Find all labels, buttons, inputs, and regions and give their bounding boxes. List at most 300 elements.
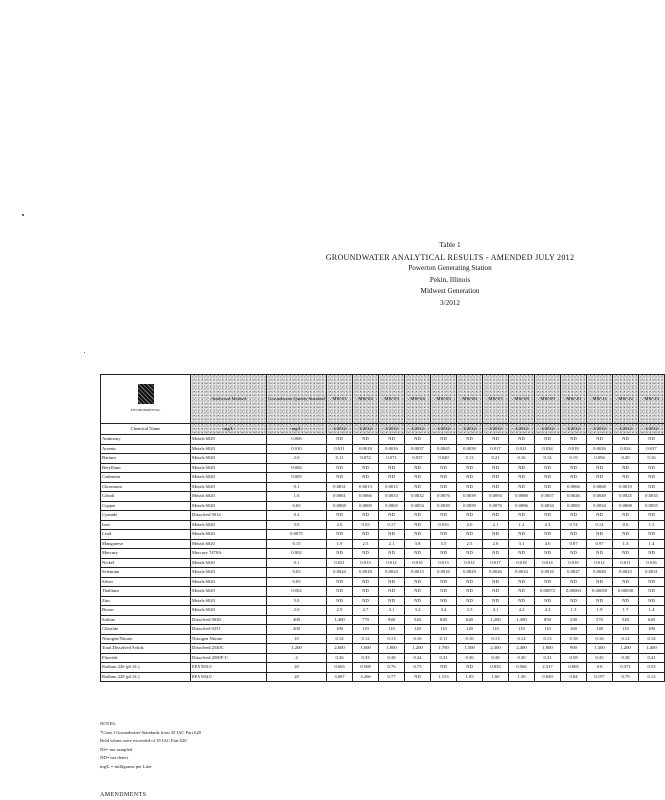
result-cell: ND	[457, 577, 483, 587]
result-cell: ND	[431, 473, 457, 483]
result-cell: ND	[639, 463, 665, 473]
sample-date-cell: 3/2012	[405, 424, 431, 435]
result-cell: ND	[379, 587, 405, 597]
parameter-name: Radium 226 (pCi/L)	[101, 663, 191, 673]
result-cell: 0.0016	[431, 568, 457, 578]
result-cell: 230	[561, 615, 587, 625]
result-cell: ND	[483, 587, 509, 597]
result-cell: ND	[457, 463, 483, 473]
method-cell: Metals 6020	[191, 558, 267, 568]
logo-cell	[101, 375, 191, 424]
result-cell: 110	[379, 625, 405, 635]
result-cell: ND	[483, 482, 509, 492]
result-cell: 0.0068	[613, 501, 639, 511]
result-cell: ND	[327, 463, 353, 473]
parameter-name: Total Dissolved Solids	[101, 644, 191, 654]
standard-cell: 0.1	[267, 482, 327, 492]
result-cell: 0.037	[405, 454, 431, 464]
table-row	[101, 482, 665, 492]
result-cell: 0.0034	[535, 501, 561, 511]
result-cell: ND	[353, 473, 379, 483]
method-cell: Metals 6020	[191, 435, 267, 445]
method-cell: Metals 6020	[191, 492, 267, 502]
note-line: NOTES:	[100, 721, 117, 726]
result-cell: 0.665	[327, 663, 353, 673]
result-cell: ND	[353, 549, 379, 559]
result-cell: 0.0086	[509, 501, 535, 511]
sample-date-cell: 3/2012	[379, 424, 405, 435]
result-cell: ND	[613, 577, 639, 587]
result-cell: 4.2	[509, 606, 535, 616]
table-row	[101, 558, 665, 568]
method-cell: Dissolved 4500F-C	[191, 653, 267, 663]
result-cell: 0.33	[353, 653, 379, 663]
result-cell: 3.2	[405, 606, 431, 616]
sample-date-row	[101, 424, 665, 435]
result-cell: 0.011	[613, 558, 639, 568]
result-cell: 0.049	[431, 454, 457, 464]
note-line: ND= not detect	[100, 755, 129, 760]
result-cell: ND	[405, 435, 431, 445]
result-cell: 110	[431, 625, 457, 635]
result-cell: 0.0040	[587, 568, 613, 578]
table-row	[101, 596, 665, 606]
result-cell: 640	[639, 615, 665, 625]
result-cell: ND	[353, 435, 379, 445]
result-cell: ND	[509, 473, 535, 483]
result-cell: 0.97	[587, 539, 613, 549]
result-cell: ND	[561, 511, 587, 521]
result-cell: 2.9	[327, 606, 353, 616]
result-cell: 1.60	[483, 672, 509, 682]
table-row	[101, 672, 665, 682]
result-cell: ND	[587, 596, 613, 606]
result-cell: ND	[353, 596, 379, 606]
result-cell: 0.55	[353, 520, 379, 530]
standard-cell: 0.005	[267, 473, 327, 483]
result-cell: ND	[561, 549, 587, 559]
result-cell: 0.13	[483, 634, 509, 644]
standard-cell: 4	[267, 653, 327, 663]
result-cell: 0.0035	[639, 492, 665, 502]
scan-speck	[22, 214, 24, 216]
result-cell: ND	[353, 530, 379, 540]
method-header: Analytical Method	[191, 375, 267, 424]
result-cell: ND	[535, 473, 561, 483]
result-cell: 0.0039	[431, 501, 457, 511]
result-cell: ND	[535, 596, 561, 606]
company-logo	[138, 384, 154, 404]
result-cell: 1,400	[327, 615, 353, 625]
result-cell: ND	[535, 549, 561, 559]
result-cell: 0.094	[587, 454, 613, 464]
result-cell: 0.12	[639, 672, 665, 682]
result-cell: 0.034	[535, 444, 561, 454]
result-cell: ND	[457, 596, 483, 606]
result-cell: 2,600	[327, 644, 353, 654]
result-cell: 1.4	[639, 539, 665, 549]
table-row	[101, 634, 665, 644]
method-cell: Metals 6020	[191, 473, 267, 483]
result-cell: 0.0013	[405, 568, 431, 578]
standard-cell: 10	[267, 634, 327, 644]
parameter-name: Cyanide	[101, 511, 191, 521]
result-cell: ND	[587, 549, 613, 559]
result-cell: 1,200	[613, 644, 639, 654]
result-cell: 0.14	[535, 454, 561, 464]
result-cell: 0.835	[483, 663, 509, 673]
result-cell: ND	[535, 482, 561, 492]
result-cell: 0.865	[561, 663, 587, 673]
table-row	[101, 644, 665, 654]
result-cell: 2.6	[457, 520, 483, 530]
result-cell: 0.55	[639, 663, 665, 673]
parameter-name: Manganese	[101, 539, 191, 549]
standard-cell: 0.002	[267, 587, 327, 597]
title-block	[300, 240, 600, 309]
parameter-name: Zinc	[101, 596, 191, 606]
result-cell: ND	[457, 511, 483, 521]
table-row	[101, 577, 665, 587]
note-line: Bold values were exceeded of 35 IAC Part 620	[100, 738, 187, 743]
result-cell: 0.0016	[535, 568, 561, 578]
result-cell: 0.8	[587, 663, 613, 673]
result-cell: ND	[327, 473, 353, 483]
result-cell: 4.6	[535, 539, 561, 549]
result-cell: 0.10	[405, 634, 431, 644]
result-cell: 1.05	[457, 672, 483, 682]
result-cell: 0.0094	[483, 492, 509, 502]
table-row	[101, 530, 665, 540]
result-cell: 2.8	[483, 539, 509, 549]
result-cell: 0.00058	[587, 587, 613, 597]
result-cell: ND	[405, 549, 431, 559]
parameter-name: Sulfate	[101, 615, 191, 625]
standard-cell: 0.05	[267, 577, 327, 587]
result-cell: 0.033	[431, 520, 457, 530]
result-cell: 640	[457, 615, 483, 625]
result-cell: ND	[431, 549, 457, 559]
standard-cell: 0.010	[267, 444, 327, 454]
result-cell: ND	[431, 663, 457, 673]
well-header: MW-11	[587, 375, 613, 424]
result-cell: 3.5	[457, 606, 483, 616]
result-cell: 0.013	[431, 558, 457, 568]
result-cell: ND	[353, 511, 379, 521]
sample-date-cell: 3/2012	[587, 424, 613, 435]
result-cell: ND	[405, 520, 431, 530]
standard-cell: 0.0075	[267, 530, 327, 540]
parameter-name: Mercury	[101, 549, 191, 559]
result-cell: ND	[405, 473, 431, 483]
result-cell: 0.58	[561, 653, 587, 663]
result-cell: ND	[379, 463, 405, 473]
result-cell: 0.0076	[431, 492, 457, 502]
method-cell: Metals 6020	[191, 568, 267, 578]
result-cell: 0.012	[379, 558, 405, 568]
result-cell: ND	[535, 463, 561, 473]
result-cell: 900	[561, 644, 587, 654]
result-cell: 0.20	[613, 454, 639, 464]
method-cell: Mercury 7470A	[191, 549, 267, 559]
result-cell: 0.011	[327, 444, 353, 454]
result-cell: 1.3	[561, 606, 587, 616]
standard-cell: 0.002	[267, 549, 327, 559]
sample-date-cell: 3/2012	[327, 424, 353, 435]
well-header: MW-04	[405, 375, 431, 424]
table-row	[101, 511, 665, 521]
company-name: Midwest Generation	[420, 287, 480, 295]
result-cell: 3.266	[353, 672, 379, 682]
result-cell: 0.012	[587, 558, 613, 568]
result-cell: ND	[353, 577, 379, 587]
result-cell: ND	[431, 587, 457, 597]
method-cell: Dissolved 9038	[191, 615, 267, 625]
result-cell: ND	[587, 511, 613, 521]
result-cell: ND	[639, 587, 665, 597]
result-cell: ND	[587, 435, 613, 445]
result-cell: 0.0031	[327, 482, 353, 492]
result-cell: 0.74	[561, 520, 587, 530]
parameter-name: Cobalt	[101, 492, 191, 502]
result-cell: 2.1	[483, 520, 509, 530]
result-cell: 0.35	[587, 653, 613, 663]
result-cell: ND	[431, 511, 457, 521]
result-cell: 2,300	[483, 644, 509, 654]
result-cell: 0.0061	[327, 492, 353, 502]
well-header: MW-08	[509, 375, 535, 424]
well-header: MW-05	[431, 375, 457, 424]
result-cell: ND	[457, 482, 483, 492]
standard-cell: 0.05	[267, 568, 327, 578]
result-cell: 160	[561, 625, 587, 635]
method-cell: EPA 903.0	[191, 663, 267, 673]
result-cell: 0.0015	[379, 482, 405, 492]
result-cell: ND	[483, 473, 509, 483]
sample-date-cell: 3/2012	[353, 424, 379, 435]
result-cell: 570	[587, 615, 613, 625]
result-cell: ND	[483, 463, 509, 473]
result-cell: ND	[327, 587, 353, 597]
result-cell: 850	[535, 615, 561, 625]
parameter-name: Selenium	[101, 568, 191, 578]
result-cell: ND	[639, 530, 665, 540]
table-row	[101, 625, 665, 635]
result-cell: 1.9	[587, 606, 613, 616]
result-cell: 0.037	[639, 444, 665, 454]
unit-cell: mg/L	[191, 424, 267, 435]
result-cell: ND	[639, 482, 665, 492]
table-row	[101, 473, 665, 483]
result-cell: ND	[457, 435, 483, 445]
parameter-name: Copper	[101, 501, 191, 511]
amendments-heading: AMENDMENTS	[100, 792, 147, 798]
standard-cell: 0.15	[267, 539, 327, 549]
standard-cell: 2.0	[267, 454, 327, 464]
result-cell: 0.0033	[379, 492, 405, 502]
result-cell: ND	[405, 587, 431, 597]
result-cell: 2.3	[535, 520, 561, 530]
result-cell: 0.0024	[379, 568, 405, 578]
result-cell: 0.36	[457, 653, 483, 663]
result-cell: 0.197	[587, 672, 613, 682]
result-cell: ND	[457, 473, 483, 483]
result-cell: ND	[561, 435, 587, 445]
result-cell: 0.0039	[457, 492, 483, 502]
result-cell: 110	[353, 625, 379, 635]
result-cell: ND	[405, 530, 431, 540]
standard-cell: 5.0	[267, 596, 327, 606]
result-cell: 3.4	[431, 606, 457, 616]
result-cell: 0.012	[457, 558, 483, 568]
result-cell: 3.8	[405, 539, 431, 549]
result-cell: 0.0018	[353, 568, 379, 578]
result-cell: ND	[327, 577, 353, 587]
table-row	[101, 653, 665, 663]
standard-cell: 400	[267, 615, 327, 625]
result-cell: 2.6	[327, 520, 353, 530]
result-cell: 0.568	[353, 663, 379, 673]
result-cell: 1,300	[587, 644, 613, 654]
result-cell: 0.0045	[431, 444, 457, 454]
result-cell: 0.0054	[405, 501, 431, 511]
result-cell: 0.16	[639, 454, 665, 464]
result-cell: ND	[327, 596, 353, 606]
result-cell: ND	[561, 473, 587, 483]
result-cell: ND	[613, 463, 639, 473]
result-cell: 0.00072	[535, 587, 561, 597]
standard-cell: 0.006	[267, 435, 327, 445]
result-cell: ND	[431, 530, 457, 540]
parameter-name: Cadmium	[101, 473, 191, 483]
result-cell: 0.0069	[353, 501, 379, 511]
method-cell: Metals 6020	[191, 596, 267, 606]
standard-cell: 20	[267, 663, 327, 673]
result-cell: 0.0029	[457, 568, 483, 578]
result-cell: ND	[379, 549, 405, 559]
result-cell: 1,800	[379, 644, 405, 654]
table-row	[101, 549, 665, 559]
result-cell: 0.0057	[535, 492, 561, 502]
result-cell: ND	[379, 530, 405, 540]
result-cell: ND	[535, 577, 561, 587]
result-cell: ND	[509, 587, 535, 597]
parameter-name: Lead	[101, 530, 191, 540]
method-cell: Metals 6020	[191, 539, 267, 549]
results-table-container	[100, 374, 659, 736]
result-cell: 1,800	[535, 644, 561, 654]
location: Pekin, Illinois	[429, 275, 471, 284]
result-cell: 1.3	[613, 539, 639, 549]
parameter-name: Arsenic	[101, 444, 191, 454]
result-cell: 1,300	[509, 615, 535, 625]
result-cell: 0.0055	[639, 501, 665, 511]
method-cell: Nitrogen Nitrate	[191, 634, 267, 644]
result-cell: ND	[509, 511, 535, 521]
result-cell: 0.566	[509, 663, 535, 673]
result-cell: ND	[379, 435, 405, 445]
result-cell: ND	[431, 435, 457, 445]
result-cell: 0.0034	[509, 568, 535, 578]
result-cell: ND	[327, 549, 353, 559]
result-cell: 0.73	[405, 663, 431, 673]
result-cell: 0.013	[353, 558, 379, 568]
result-cell: ND	[431, 577, 457, 587]
result-cell: 1.153	[431, 672, 457, 682]
well-header: MW-01	[327, 375, 353, 424]
result-cell: 520	[613, 615, 639, 625]
result-cell: 110	[509, 625, 535, 635]
parameter-header: Chemical Name	[101, 424, 191, 435]
result-cell: 1.5	[639, 520, 665, 530]
result-cell: 0.0032	[405, 492, 431, 502]
result-cell: 0.18	[561, 634, 587, 644]
report-title: GROUNDWATER ANALYTICAL RESULTS - AMENDED JULY 2012	[325, 252, 575, 262]
result-cell: ND	[327, 530, 353, 540]
parameter-name: Silver	[101, 577, 191, 587]
method-cell: Metals 6020	[191, 530, 267, 540]
result-cell: 540	[405, 615, 431, 625]
parameter-name: Nitrogen/Nitrate	[101, 634, 191, 644]
result-cell: ND	[405, 577, 431, 587]
logo-text: ENVIRONMENTAL	[130, 408, 161, 412]
result-cell: 3.1	[379, 606, 405, 616]
result-cell: ND	[613, 435, 639, 445]
result-cell: 0.16	[587, 634, 613, 644]
table-row	[101, 435, 665, 445]
result-cell: ND	[639, 596, 665, 606]
result-cell: 110	[535, 625, 561, 635]
result-cell: 0.849	[535, 672, 561, 682]
table-row	[101, 663, 665, 673]
result-cell: 0.0059	[457, 501, 483, 511]
well-header: MW-09	[535, 375, 561, 424]
result-cell: 0.016	[639, 558, 665, 568]
result-cell: 0.14	[639, 634, 665, 644]
table-row	[101, 501, 665, 511]
station-name: Powerton Generating Station	[408, 264, 492, 272]
standard-cell: 20	[267, 672, 327, 682]
result-cell: 0.072	[353, 454, 379, 464]
result-cell: 0.31	[535, 653, 561, 663]
result-cell: 0.14	[587, 520, 613, 530]
well-header: MW-06	[457, 375, 483, 424]
result-cell: ND	[535, 435, 561, 445]
result-cell: ND	[431, 463, 457, 473]
result-cell: ND	[483, 530, 509, 540]
result-cell: 0.0068	[327, 501, 353, 511]
result-cell: ND	[379, 596, 405, 606]
well-header: MW-07	[483, 375, 509, 424]
unit-cell: mg/L	[267, 424, 327, 435]
result-cell: ND	[587, 463, 613, 473]
method-cell: Metals 6020	[191, 463, 267, 473]
note-line: mg/L = milligrams per Liter	[100, 763, 152, 769]
standard-header: Groundwater Quality Standard	[267, 375, 327, 424]
note-line: NS= not sampled	[100, 746, 132, 752]
result-cell: ND	[483, 549, 509, 559]
result-cell: ND	[405, 672, 431, 682]
result-cell: 0.371	[613, 663, 639, 673]
sample-date-cell: 3/2012	[535, 424, 561, 435]
result-cell: 0.13	[535, 634, 561, 644]
result-cell: 110	[483, 625, 509, 635]
result-cell: 3.1	[509, 539, 535, 549]
parameter-name: Iron	[101, 520, 191, 530]
result-cell: ND	[509, 435, 535, 445]
well-header: MW-02	[353, 375, 379, 424]
result-cell: ND	[483, 435, 509, 445]
